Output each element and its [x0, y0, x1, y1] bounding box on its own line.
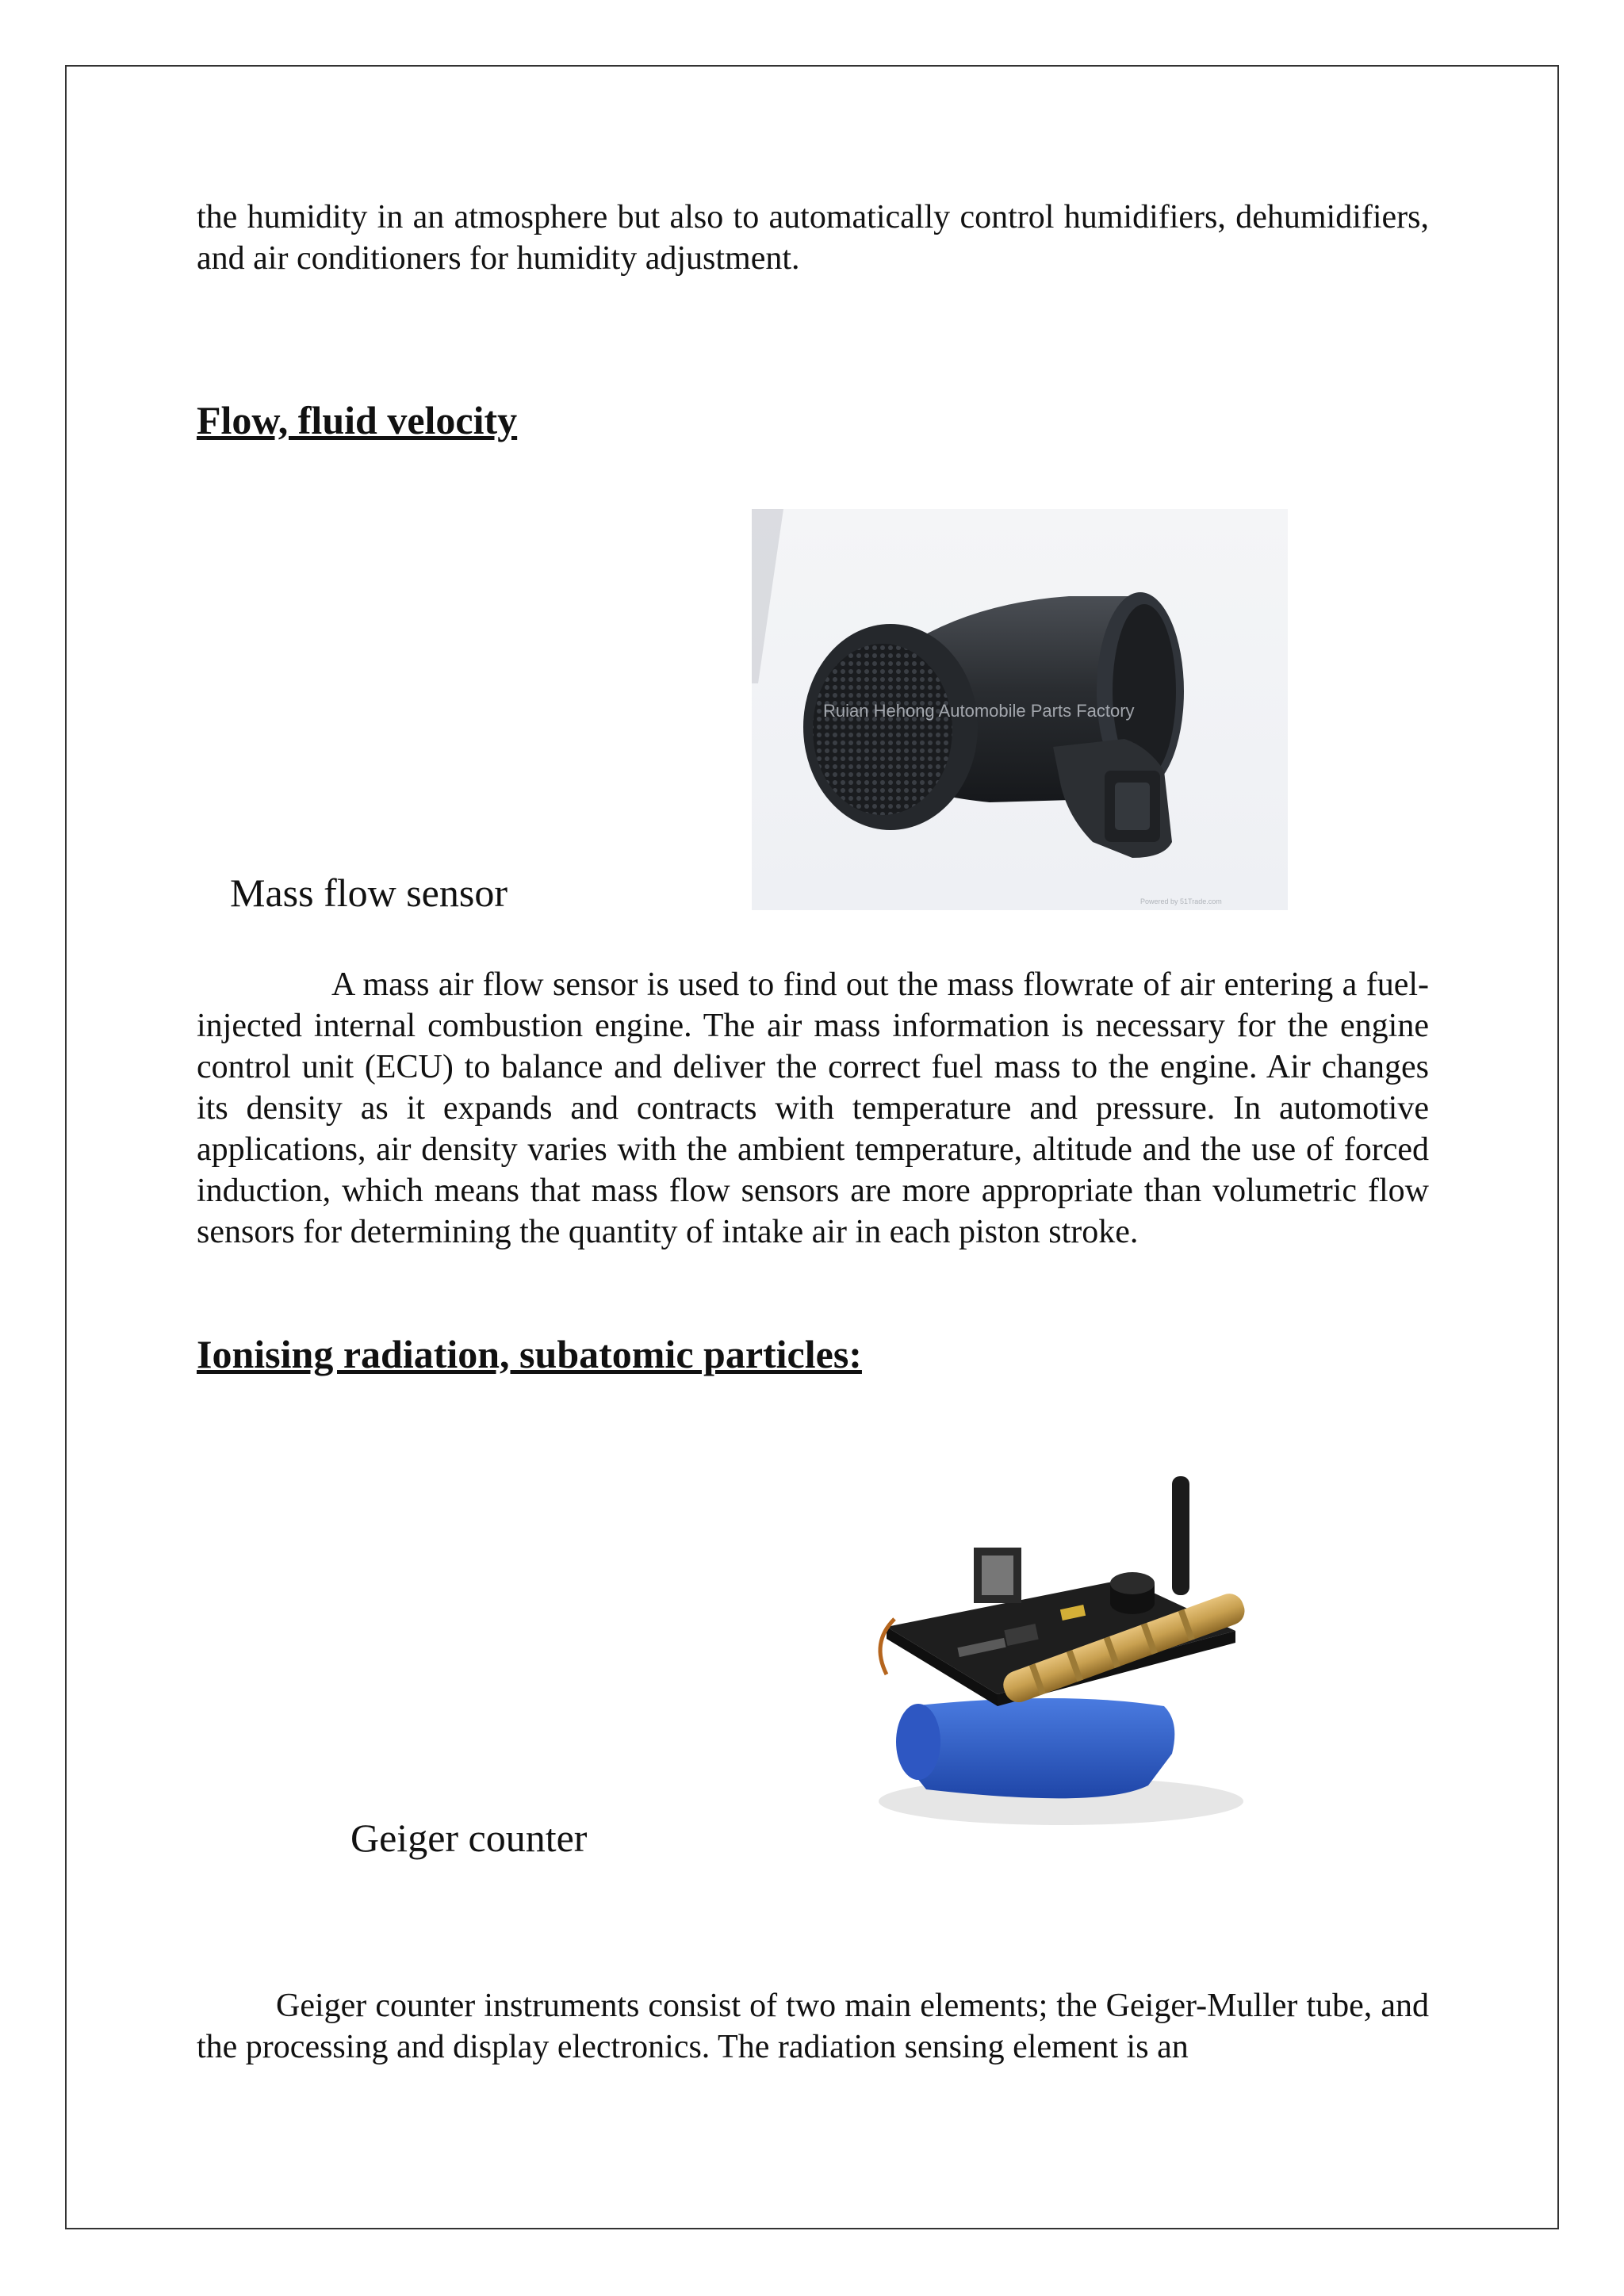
radiation-section-paragraph: Geiger counter instruments consist of two main elements; the Geiger-Muller tube, and the processing and display electronics. The radiation sensing element is an: [197, 1988, 1429, 2065]
flow-section-paragraph: A mass air flow sensor is used to find out the mass flowrate of air entering a fuel-injected internal combustion engine. The air mass information is necessary for the engine control unit (ECU) to balance and deliver the correct fuel mass to the engine. Air changes its density as it expands and contracts with temperature and pressure. In automotive applications, air density varies with the ambient temperature, altitude and the use of forced induction, which means that mass flow sensors are more appropriate than volumetric flow sensors for determining the quantity of intake air in each piston stroke.: [197, 966, 1429, 1250]
svg-text:Ruian Hehong Automobile Parts: Ruian Hehong Automobile Parts Factory: [823, 701, 1135, 721]
svg-text:Powered by 51Trade.com: Powered by 51Trade.com: [1140, 897, 1222, 905]
radiation-section-heading: Ionising radiation, subatomic particles:: [197, 1332, 862, 1376]
flow-section-heading: Flow, fluid velocity: [197, 398, 518, 442]
geiger-counter-caption: Geiger counter: [350, 1816, 588, 1860]
mass-flow-sensor-caption: Mass flow sensor: [230, 871, 508, 915]
mass-flow-sensor-photo: [752, 509, 1288, 910]
geiger-counter-photo: [863, 1468, 1277, 1831]
intro-paragraph: the humidity in an atmosphere but also to automatically control humidifiers, dehumidifiers, and air conditioners for humidity adjustment.: [197, 199, 1429, 277]
